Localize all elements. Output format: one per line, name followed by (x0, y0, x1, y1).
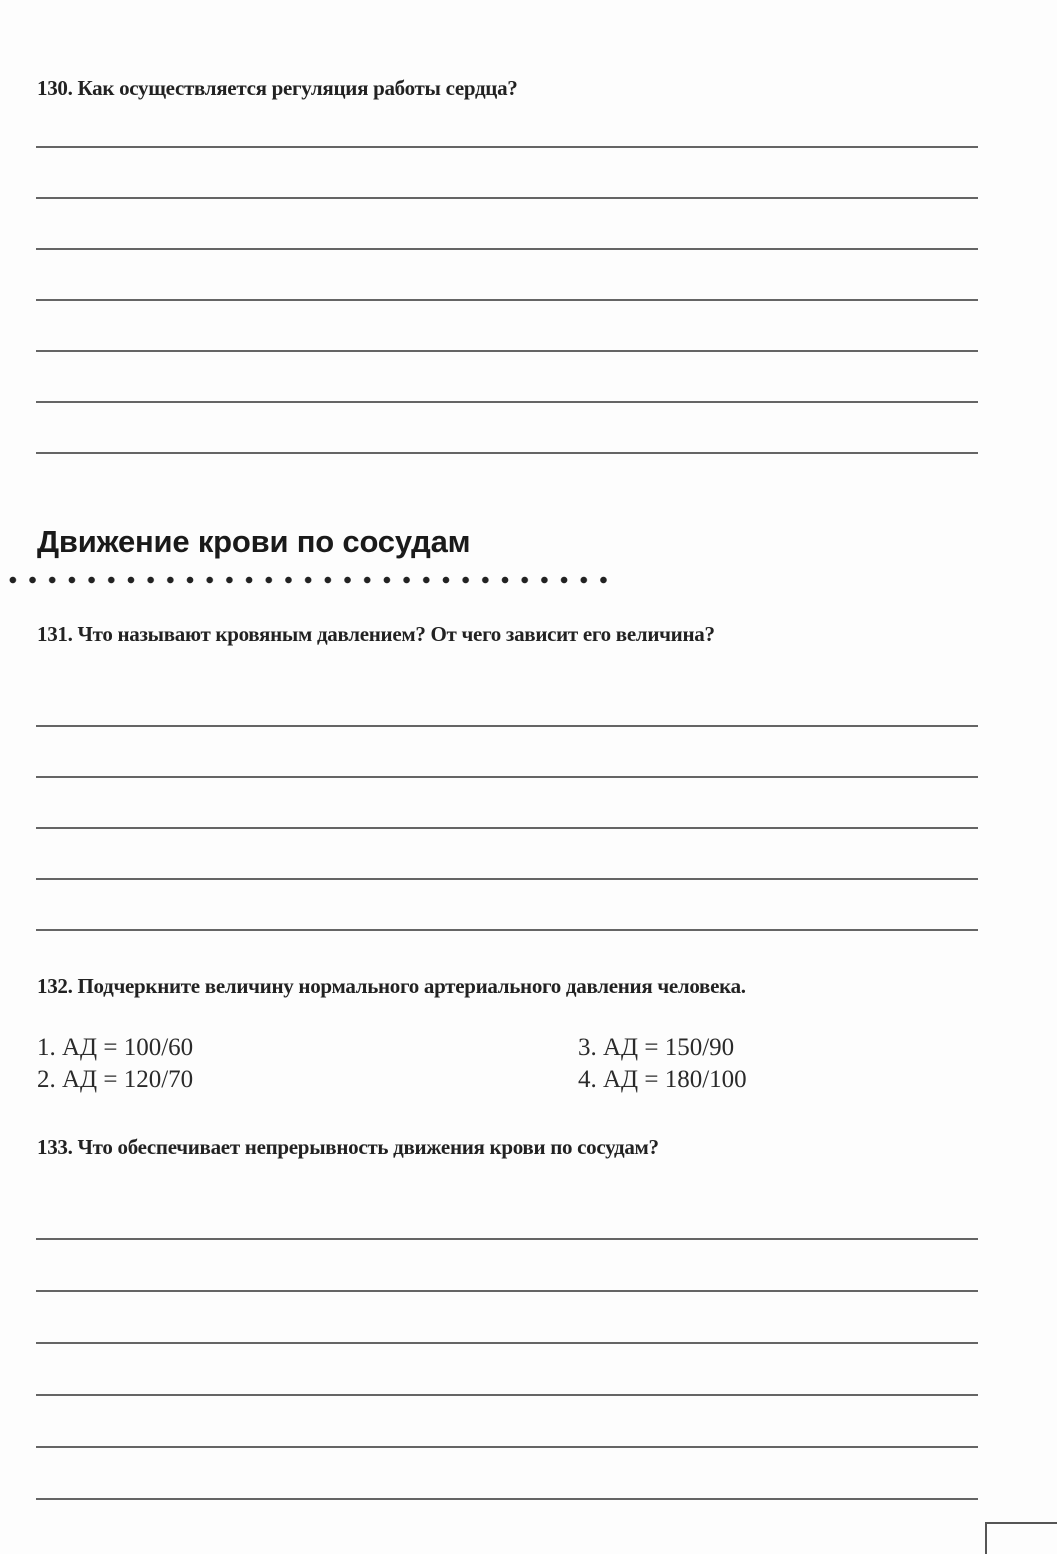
question-131: 131. Что называют кровяным давлением? От чего зависит его величина? (37, 622, 715, 646)
answer-line[interactable] (36, 1290, 978, 1292)
question-133: 133. Что обеспечивает непрерывность движения крови по сосудам? (37, 1135, 659, 1159)
answer-line[interactable] (36, 1446, 978, 1448)
answer-line[interactable] (36, 146, 978, 148)
section-title: Движение крови по сосудам (37, 524, 471, 559)
option-1[interactable]: 1. АД = 100/60 (37, 1034, 194, 1061)
answer-line[interactable] (36, 1238, 978, 1240)
answer-line[interactable] (36, 878, 978, 880)
answer-line[interactable] (36, 350, 978, 352)
answer-line[interactable] (36, 197, 978, 199)
answer-line[interactable] (36, 827, 978, 829)
answer-line[interactable] (36, 299, 978, 301)
answer-line[interactable] (36, 776, 978, 778)
answer-line[interactable] (36, 725, 978, 727)
answer-line[interactable] (36, 1394, 978, 1396)
answer-line[interactable] (36, 452, 978, 454)
question-130: 130. Как осуществляется регуляция работы сердца? (37, 76, 518, 100)
option-4[interactable]: 4. АД = 180/100 (578, 1066, 747, 1093)
answer-line[interactable] (36, 929, 978, 931)
answer-line[interactable] (36, 248, 978, 250)
page-corner-box (985, 1522, 1057, 1554)
answer-line[interactable] (36, 1498, 978, 1500)
dotted-divider (3, 574, 615, 586)
option-2[interactable]: 2. АД = 120/70 (37, 1066, 194, 1093)
answer-line[interactable] (36, 1342, 978, 1344)
answer-line[interactable] (36, 401, 978, 403)
option-3[interactable]: 3. АД = 150/90 (578, 1034, 735, 1061)
question-132: 132. Подчеркните величину нормального артериального давления человека. (37, 974, 746, 998)
